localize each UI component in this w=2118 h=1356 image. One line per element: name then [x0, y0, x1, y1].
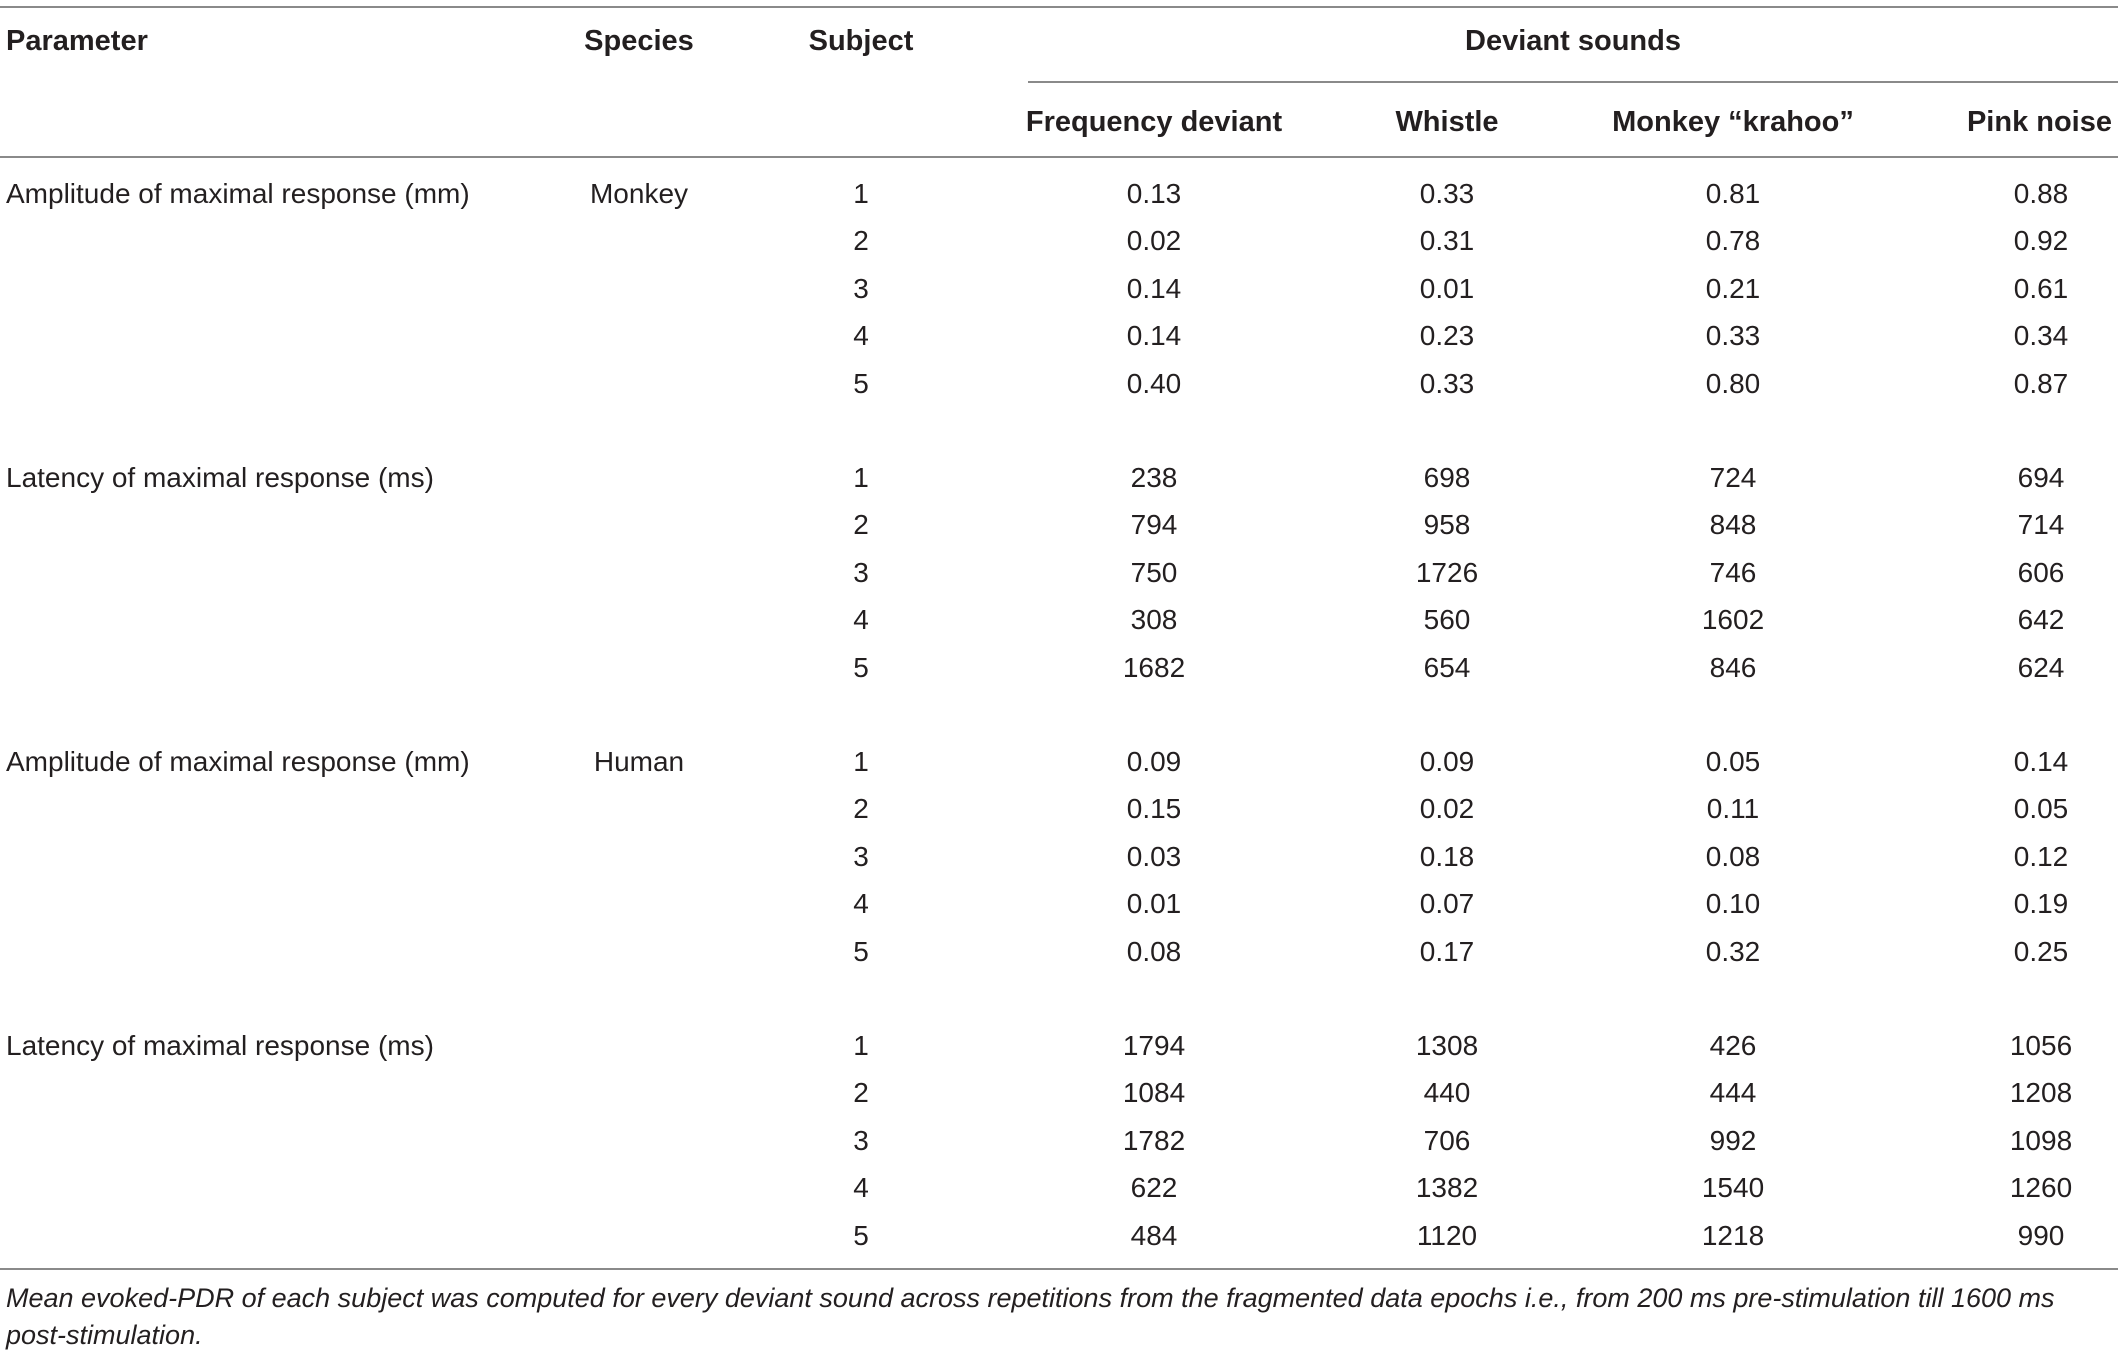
table-cell: 1794 [1122, 1030, 1186, 1061]
row-parameter: Latency of maximal response (ms) [6, 462, 434, 493]
table-cell: 0.14 [2013, 746, 2069, 777]
table-cell: 1120 [1416, 1220, 1478, 1251]
header-rule [0, 156, 2118, 158]
table-cell: 0.12 [2013, 841, 2069, 872]
table-cell: 654 [1423, 652, 1471, 683]
header-subject: Subject [808, 25, 914, 57]
row-subject: 1 [853, 178, 869, 209]
table-cell: 1056 [2009, 1030, 2073, 1061]
table-cell: 0.08 [1705, 841, 1761, 872]
table-cell: 724 [1709, 462, 1757, 493]
table-cell: 0.61 [2013, 273, 2069, 304]
table-cell: 848 [1709, 509, 1757, 540]
row-subject: 1 [853, 462, 869, 493]
table-cell: 0.14 [1126, 273, 1182, 304]
row-subject: 5 [853, 936, 869, 967]
table-cell: 0.08 [1126, 936, 1182, 967]
table-cell: 0.07 [1419, 888, 1475, 919]
header-species: Species [584, 25, 694, 57]
table-cell: 444 [1709, 1077, 1757, 1108]
header-parameter: Parameter [6, 25, 148, 57]
table-cell: 0.21 [1705, 273, 1761, 304]
table-cell: 1218 [1701, 1220, 1765, 1251]
table-cell: 0.33 [1419, 368, 1475, 399]
table-cell: 642 [2017, 604, 2065, 635]
table-cell: 0.23 [1419, 320, 1475, 351]
table-cell: 0.18 [1419, 841, 1475, 872]
row-subject: 2 [853, 509, 869, 540]
row-subject: 3 [853, 841, 869, 872]
row-parameter: Latency of maximal response (ms) [6, 1030, 434, 1061]
table-cell: 706 [1423, 1125, 1471, 1156]
table-cell: 0.33 [1419, 178, 1475, 209]
row-subject: 2 [853, 793, 869, 824]
table-cell: 440 [1423, 1077, 1471, 1108]
table-cell: 560 [1423, 604, 1471, 635]
bottom-rule [0, 1268, 2118, 1270]
table-cell: 1602 [1701, 604, 1765, 635]
table-cell: 238 [1130, 462, 1178, 493]
table-cell: 0.05 [2013, 793, 2069, 824]
table-cell: 0.02 [1126, 225, 1182, 256]
row-subject: 5 [853, 652, 869, 683]
table-cell: 622 [1130, 1172, 1178, 1203]
table-cell: 0.87 [2013, 368, 2069, 399]
table-cell: 0.05 [1705, 746, 1761, 777]
table-cell: 0.03 [1126, 841, 1182, 872]
table-cell: 0.15 [1126, 793, 1182, 824]
table-cell: 0.10 [1705, 888, 1761, 919]
table-cell: 1382 [1415, 1172, 1479, 1203]
table-cell: 308 [1130, 604, 1178, 635]
row-subject: 3 [853, 557, 869, 588]
table-cell: 0.78 [1705, 225, 1761, 256]
table-cell: 0.81 [1705, 178, 1761, 209]
table-cell: 0.01 [1126, 888, 1182, 919]
table-cell: 1208 [2009, 1077, 2073, 1108]
table-cell: 794 [1130, 509, 1178, 540]
header-monkey-krahoo: Monkey “krahoo” [1612, 106, 1854, 138]
deviant-sounds-rule [1028, 81, 2118, 83]
table-cell: 0.31 [1419, 225, 1475, 256]
header-deviant-sounds: Deviant sounds [1465, 25, 1681, 57]
table-cell: 0.17 [1419, 936, 1475, 967]
table-cell: 0.34 [2013, 320, 2069, 351]
table-cell: 0.32 [1705, 936, 1761, 967]
row-species: Monkey [589, 178, 689, 209]
row-subject: 4 [853, 1172, 869, 1203]
table-cell: 0.80 [1705, 368, 1761, 399]
table-cell: 0.01 [1419, 273, 1475, 304]
row-subject: 2 [853, 225, 869, 256]
table-cell: 698 [1423, 462, 1471, 493]
table-cell: 0.13 [1126, 178, 1182, 209]
row-parameter: Amplitude of maximal response (mm) [6, 178, 470, 209]
row-subject: 5 [853, 1220, 869, 1251]
table-cell: 992 [1709, 1125, 1757, 1156]
table-cell: 0.33 [1705, 320, 1761, 351]
table-cell: 990 [2017, 1220, 2065, 1251]
table-cell: 1682 [1122, 652, 1186, 683]
row-subject: 4 [853, 604, 869, 635]
row-subject: 4 [853, 888, 869, 919]
table-cell: 1308 [1415, 1030, 1479, 1061]
top-rule [0, 6, 2118, 8]
table-cell: 0.09 [1419, 746, 1475, 777]
table-cell: 0.40 [1126, 368, 1182, 399]
row-subject: 1 [853, 746, 869, 777]
table-cell: 484 [1130, 1220, 1178, 1251]
table-cell: 846 [1709, 652, 1757, 683]
table-cell: 0.25 [2013, 936, 2069, 967]
table-cell: 0.09 [1126, 746, 1182, 777]
table-cell: 1098 [2009, 1125, 2073, 1156]
table-cell: 1782 [1122, 1125, 1186, 1156]
table-cell: 746 [1709, 557, 1757, 588]
row-parameter: Amplitude of maximal response (mm) [6, 746, 470, 777]
row-species: Human [593, 746, 685, 777]
table-cell: 0.14 [1126, 320, 1182, 351]
table-cell: 694 [2017, 462, 2065, 493]
table-cell: 1260 [2009, 1172, 2073, 1203]
table-cell: 606 [2017, 557, 2065, 588]
row-subject: 3 [853, 273, 869, 304]
table-cell: 624 [2017, 652, 2065, 683]
table-cell: 426 [1709, 1030, 1757, 1061]
header-whistle: Whistle [1395, 106, 1499, 138]
table-cell: 0.88 [2013, 178, 2069, 209]
row-subject: 2 [853, 1077, 869, 1108]
table-cell: 0.19 [2013, 888, 2069, 919]
row-subject: 1 [853, 1030, 869, 1061]
header-frequency-deviant: Frequency deviant [1025, 106, 1283, 138]
row-subject: 4 [853, 320, 869, 351]
table-cell: 958 [1423, 509, 1471, 540]
table-cell: 1084 [1122, 1077, 1186, 1108]
table-cell: 1726 [1415, 557, 1479, 588]
table-cell: 0.11 [1706, 793, 1760, 824]
table-cell: 714 [2017, 509, 2065, 540]
row-subject: 3 [853, 1125, 869, 1156]
table-cell: 0.02 [1419, 793, 1475, 824]
table-cell: 750 [1130, 557, 1178, 588]
table-cell: 1540 [1701, 1172, 1765, 1203]
row-subject: 5 [853, 368, 869, 399]
table-cell: 0.92 [2013, 225, 2069, 256]
header-pink-noise: Pink noise [1966, 106, 2112, 138]
table-footnote: Mean evoked-PDR of each subject was computed for every deviant sound across repetitions from the fragmented data epochs i.e., from 200 ms pre-stimulation till 1600 ms post-stimulation. [6, 1283, 2055, 1350]
